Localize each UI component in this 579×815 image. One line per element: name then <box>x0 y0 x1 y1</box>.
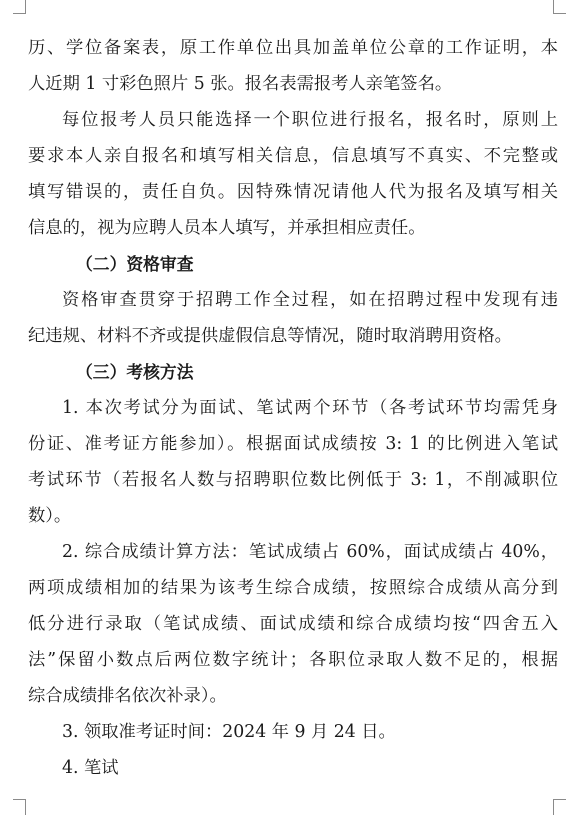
crop-mark-bottom-right-h <box>553 799 566 800</box>
paragraph-line: 数）。 <box>28 506 72 526</box>
crop-mark-top-left-h <box>13 13 26 14</box>
section-heading: （三）考核方法 <box>76 362 194 382</box>
paragraph-line: 综合成绩排名依次补录）。 <box>28 686 227 706</box>
paragraph-line: 人近期 1 寸彩色照片 5 张。报名表需报考人亲笔签名。 <box>28 74 453 94</box>
paragraph-line: 每位报考人员只能选择一个职位进行报名，报名时，原则上 <box>62 110 558 130</box>
crop-mark-top-right-h <box>553 13 566 14</box>
section-heading: （二）资格审查 <box>76 254 194 274</box>
paragraph-line: 1. 本次考试分为面试、笔试两个环节（各考试环节均需凭身 <box>62 398 558 418</box>
paragraph-line: 份证、准考证方能参加）。根据面试成绩按 3: 1 的比例进入笔试 <box>28 434 558 454</box>
crop-mark-bottom-left-h <box>13 799 26 800</box>
paragraph-line: 历、学位备案表，原工作单位出具加盖单位公章的工作证明，本 <box>28 38 558 58</box>
paragraph-line: 纪违规、材料不齐或提供虚假信息等情况，随时取消聘用资格。 <box>28 326 512 346</box>
paragraph-line: 考试环节（若报名人数与招聘职位数比例低于 3: 1，不削减职位 <box>28 470 558 490</box>
paragraph-line: 要求本人亲自报名和填写相关信息，信息填写不真实、不完整或 <box>28 146 558 166</box>
crop-mark-top-right <box>553 0 554 14</box>
crop-mark-bottom-right <box>553 799 554 815</box>
crop-mark-bottom-left <box>25 799 26 815</box>
paragraph-line: 2. 综合成绩计算方法：笔试成绩占 60%，面试成绩占 40%， <box>62 542 558 562</box>
paragraph-line: 填写错误的，责任自负。因特殊情况请他人代为报名及填写相关 <box>28 182 558 202</box>
paragraph-line: 3. 领取准考证时间：2024 年 9 月 24 日。 <box>62 722 396 742</box>
paragraph-line: 两项成绩相加的结果为该考生综合成绩，按照综合成绩从高分到 <box>28 578 558 598</box>
paragraph-line: 信息的，视为应聘人员本人填写，并承担相应责任。 <box>28 218 426 238</box>
paragraph-line: 低分进行录取（笔试成绩、面试成绩和综合成绩均按“四舍五入 <box>28 614 558 634</box>
crop-mark-top-left <box>25 0 26 14</box>
paragraph-line: 法”保留小数点后两位数字统计；各职位录取人数不足的，根据 <box>28 650 558 670</box>
paragraph-line: 4. 笔试 <box>62 758 119 778</box>
paragraph-line: 资格审查贯穿于招聘工作全过程，如在招聘过程中发现有违 <box>62 290 558 310</box>
